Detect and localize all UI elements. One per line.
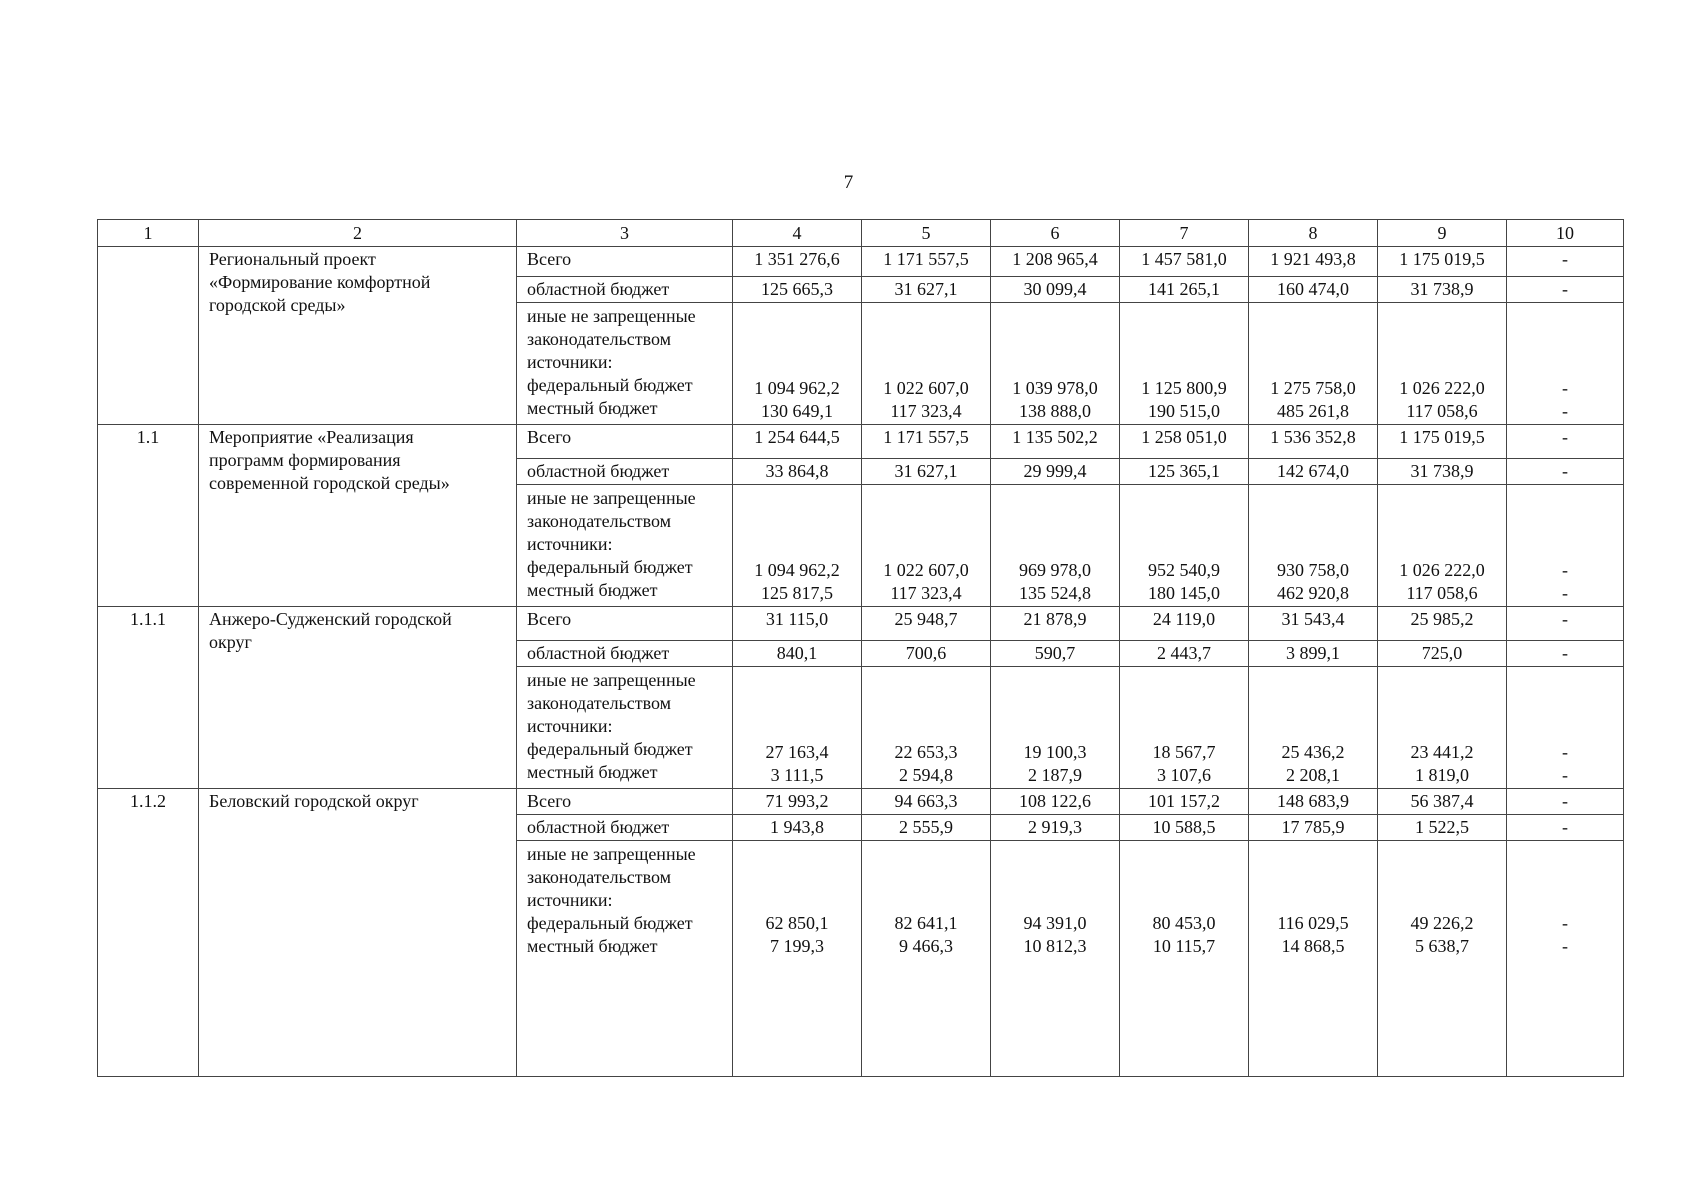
row-label-federal: федеральный бюджет — [527, 557, 693, 577]
cell-value-pair — [991, 485, 1120, 607]
cell-value: 31 738,9 — [1378, 459, 1507, 485]
cell-value: 31 543,4 — [1249, 607, 1378, 641]
federal-value: 1 022 607,0 — [883, 560, 969, 580]
column-number: 8 — [1249, 220, 1378, 247]
cell-value: 2 443,7 — [1120, 641, 1249, 667]
row-name-line: современной городской среды» — [209, 473, 450, 493]
local-value: 2 187,9 — [1028, 765, 1082, 785]
cell-value-pair — [1120, 667, 1249, 789]
federal-value: 1 039 978,0 — [1012, 378, 1098, 398]
local-value: 10 812,3 — [1023, 936, 1087, 956]
other-sources-line: законодательством — [527, 511, 672, 531]
local-value: 485 261,8 — [1277, 401, 1349, 421]
row-name — [199, 425, 517, 607]
row-name-line: округ — [209, 632, 252, 652]
row-label-regional: областной бюджет — [517, 459, 733, 485]
row-label-other-sources — [517, 841, 733, 1077]
row-id: 1.1.2 — [98, 789, 199, 1077]
cell-value: 1 943,8 — [733, 815, 862, 841]
cell-value-pair — [1507, 841, 1624, 1077]
cell-value-pair — [1249, 841, 1378, 1077]
row-label-total: Всего — [517, 425, 733, 459]
cell-value: - — [1507, 425, 1624, 459]
cell-value: 142 674,0 — [1249, 459, 1378, 485]
cell-value: 1 921 493,8 — [1249, 247, 1378, 277]
budget-table — [97, 219, 1624, 1077]
column-number: 2 — [199, 220, 517, 247]
local-value: 2 208,1 — [1286, 765, 1340, 785]
row-id: 1.1.1 — [98, 607, 199, 789]
row-label-local: местный бюджет — [527, 580, 658, 600]
row-name-line: программ формирования — [209, 450, 401, 470]
cell-value: 125 665,3 — [733, 277, 862, 303]
cell-value: 1 536 352,8 — [1249, 425, 1378, 459]
row-name-line: Мероприятие «Реализация — [209, 427, 414, 447]
row-label-total: Всего — [517, 789, 733, 815]
local-value: 130 649,1 — [761, 401, 833, 421]
table-row — [98, 607, 1624, 641]
cell-value: 141 265,1 — [1120, 277, 1249, 303]
local-value: 117 058,6 — [1406, 401, 1478, 421]
row-label-federal: федеральный бюджет — [527, 913, 693, 933]
other-sources-line: иные не запрещенные — [527, 670, 696, 690]
other-sources-line: источники: — [527, 716, 613, 736]
cell-value: 108 122,6 — [991, 789, 1120, 815]
cell-value: 2 555,9 — [862, 815, 991, 841]
column-number: 7 — [1120, 220, 1249, 247]
local-value: - — [1562, 765, 1568, 785]
other-sources-line: иные не запрещенные — [527, 844, 696, 864]
other-sources-line: иные не запрещенные — [527, 488, 696, 508]
federal-value: 1 026 222,0 — [1399, 378, 1485, 398]
cell-value-pair — [1120, 485, 1249, 607]
cell-value-pair — [991, 841, 1120, 1077]
cell-value: - — [1507, 815, 1624, 841]
federal-value: 19 100,3 — [1023, 742, 1087, 762]
cell-value-pair — [1120, 303, 1249, 425]
cell-value: 71 993,2 — [733, 789, 862, 815]
cell-value-pair — [1507, 667, 1624, 789]
local-value: - — [1562, 583, 1568, 603]
local-value: 462 920,8 — [1277, 583, 1349, 603]
cell-value: - — [1507, 277, 1624, 303]
federal-value: 952 540,9 — [1148, 560, 1220, 580]
cell-value: 1 208 965,4 — [991, 247, 1120, 277]
cell-value-pair — [1378, 667, 1507, 789]
row-name — [199, 247, 517, 425]
federal-value: 1 094 962,2 — [754, 560, 840, 580]
row-name-line: городской среды» — [209, 295, 346, 315]
federal-value: - — [1562, 913, 1568, 933]
federal-value: 1 125 800,9 — [1141, 378, 1227, 398]
local-value: 5 638,7 — [1415, 936, 1469, 956]
local-value: 125 817,5 — [761, 583, 833, 603]
cell-value: 840,1 — [733, 641, 862, 667]
federal-value: 18 567,7 — [1152, 742, 1216, 762]
federal-value: 82 641,1 — [894, 913, 958, 933]
cell-value-pair — [1507, 485, 1624, 607]
federal-value: 116 029,5 — [1277, 913, 1349, 933]
row-label-local: местный бюджет — [527, 936, 658, 956]
local-value: 180 145,0 — [1148, 583, 1220, 603]
table-header-row — [98, 220, 1624, 247]
federal-value: 1 275 758,0 — [1270, 378, 1356, 398]
cell-value-pair — [991, 303, 1120, 425]
row-label-federal: федеральный бюджет — [527, 739, 693, 759]
other-sources-line: источники: — [527, 352, 613, 372]
local-value: 1 819,0 — [1415, 765, 1469, 785]
local-value: 3 107,6 — [1157, 765, 1211, 785]
cell-value: 1 171 557,5 — [862, 425, 991, 459]
cell-value-pair — [1120, 841, 1249, 1077]
federal-value: - — [1562, 560, 1568, 580]
column-number: 10 — [1507, 220, 1624, 247]
cell-value: 29 999,4 — [991, 459, 1120, 485]
other-sources-line: источники: — [527, 534, 613, 554]
cell-value: 1 457 581,0 — [1120, 247, 1249, 277]
cell-value: 1 254 644,5 — [733, 425, 862, 459]
cell-value-pair — [1378, 841, 1507, 1077]
federal-value: 25 436,2 — [1281, 742, 1345, 762]
row-label-other-sources — [517, 667, 733, 789]
cell-value: 25 948,7 — [862, 607, 991, 641]
table-row — [98, 247, 1624, 277]
other-sources-line: источники: — [527, 890, 613, 910]
table-row — [98, 425, 1624, 459]
cell-value: 94 663,3 — [862, 789, 991, 815]
row-label-total: Всего — [517, 247, 733, 277]
cell-value: 31 115,0 — [733, 607, 862, 641]
row-id — [98, 247, 199, 425]
federal-value: - — [1562, 378, 1568, 398]
cell-value: 1 175 019,5 — [1378, 247, 1507, 277]
cell-value-pair — [1249, 303, 1378, 425]
federal-value: 1 026 222,0 — [1399, 560, 1485, 580]
row-id: 1.1 — [98, 425, 199, 607]
cell-value-pair — [862, 485, 991, 607]
cell-value-pair — [1378, 485, 1507, 607]
row-name-line: Региональный проект — [209, 249, 376, 269]
local-value: 117 058,6 — [1406, 583, 1478, 603]
federal-value: 1 094 962,2 — [754, 378, 840, 398]
column-number: 5 — [862, 220, 991, 247]
column-number: 6 — [991, 220, 1120, 247]
page-number: 7 — [843, 172, 854, 193]
table-row — [98, 789, 1624, 815]
row-label-other-sources — [517, 303, 733, 425]
cell-value-pair — [862, 841, 991, 1077]
cell-value: 590,7 — [991, 641, 1120, 667]
cell-value: 725,0 — [1378, 641, 1507, 667]
other-sources-line: законодательством — [527, 693, 672, 713]
cell-value: - — [1507, 247, 1624, 277]
cell-value: - — [1507, 641, 1624, 667]
cell-value: 56 387,4 — [1378, 789, 1507, 815]
cell-value: 1 175 019,5 — [1378, 425, 1507, 459]
local-value: 9 466,3 — [899, 936, 953, 956]
row-label-local: местный бюджет — [527, 762, 658, 782]
federal-value: - — [1562, 742, 1568, 762]
cell-value-pair — [733, 303, 862, 425]
other-sources-line: законодательством — [527, 329, 672, 349]
cell-value-pair — [1249, 485, 1378, 607]
row-label-federal: федеральный бюджет — [527, 375, 693, 395]
cell-value: - — [1507, 607, 1624, 641]
federal-value: 969 978,0 — [1019, 560, 1091, 580]
cell-value-pair — [1378, 303, 1507, 425]
local-value: - — [1562, 401, 1568, 421]
cell-value-pair — [1249, 667, 1378, 789]
cell-value: 3 899,1 — [1249, 641, 1378, 667]
local-value: 14 868,5 — [1281, 936, 1345, 956]
cell-value: 1 258 051,0 — [1120, 425, 1249, 459]
cell-value: 1 135 502,2 — [991, 425, 1120, 459]
cell-value: 10 588,5 — [1120, 815, 1249, 841]
cell-value: 700,6 — [862, 641, 991, 667]
cell-value: - — [1507, 789, 1624, 815]
local-value: 7 199,3 — [770, 936, 824, 956]
cell-value: 33 864,8 — [733, 459, 862, 485]
cell-value: 2 919,3 — [991, 815, 1120, 841]
row-label-regional: областной бюджет — [517, 277, 733, 303]
column-number: 3 — [517, 220, 733, 247]
federal-value: 930 758,0 — [1277, 560, 1349, 580]
local-value: 135 524,8 — [1019, 583, 1091, 603]
federal-value: 22 653,3 — [894, 742, 958, 762]
cell-value-pair — [862, 667, 991, 789]
local-value: 117 323,4 — [890, 583, 962, 603]
row-name — [199, 607, 517, 789]
other-sources-line: законодательством — [527, 867, 672, 887]
federal-value: 94 391,0 — [1023, 913, 1087, 933]
cell-value: 24 119,0 — [1120, 607, 1249, 641]
cell-value-pair — [733, 841, 862, 1077]
cell-value: 31 627,1 — [862, 277, 991, 303]
row-name-line: Анжеро-Судженский городской — [209, 609, 452, 629]
local-value: 10 115,7 — [1152, 936, 1216, 956]
column-number: 4 — [733, 220, 862, 247]
other-sources-line: иные не запрещенные — [527, 306, 696, 326]
federal-value: 23 441,2 — [1410, 742, 1474, 762]
row-name-line: «Формирование комфортной — [209, 272, 431, 292]
cell-value: 31 738,9 — [1378, 277, 1507, 303]
cell-value: 30 099,4 — [991, 277, 1120, 303]
local-value: 138 888,0 — [1019, 401, 1091, 421]
cell-value-pair — [1507, 303, 1624, 425]
cell-value: 125 365,1 — [1120, 459, 1249, 485]
local-value: - — [1562, 936, 1568, 956]
cell-value-pair — [733, 667, 862, 789]
column-number: 9 — [1378, 220, 1507, 247]
row-label-regional: областной бюджет — [517, 815, 733, 841]
cell-value: 1 522,5 — [1378, 815, 1507, 841]
federal-value: 80 453,0 — [1152, 913, 1216, 933]
row-name-line: Беловский городской округ — [209, 791, 419, 811]
cell-value: 17 785,9 — [1249, 815, 1378, 841]
row-label-local: местный бюджет — [527, 398, 658, 418]
row-name — [199, 789, 517, 1077]
cell-value-pair — [862, 303, 991, 425]
federal-value: 62 850,1 — [765, 913, 829, 933]
cell-value: 1 171 557,5 — [862, 247, 991, 277]
cell-value-pair — [733, 485, 862, 607]
cell-value: 148 683,9 — [1249, 789, 1378, 815]
column-number: 1 — [98, 220, 199, 247]
federal-value: 49 226,2 — [1410, 913, 1474, 933]
cell-value: 160 474,0 — [1249, 277, 1378, 303]
cell-value: 21 878,9 — [991, 607, 1120, 641]
local-value: 190 515,0 — [1148, 401, 1220, 421]
cell-value-pair — [991, 667, 1120, 789]
cell-value: 1 351 276,6 — [733, 247, 862, 277]
cell-value: 25 985,2 — [1378, 607, 1507, 641]
local-value: 2 594,8 — [899, 765, 953, 785]
federal-value: 27 163,4 — [765, 742, 829, 762]
row-label-total: Всего — [517, 607, 733, 641]
local-value: 117 323,4 — [890, 401, 962, 421]
cell-value: 31 627,1 — [862, 459, 991, 485]
row-label-other-sources — [517, 485, 733, 607]
local-value: 3 111,5 — [770, 765, 824, 785]
cell-value: 101 157,2 — [1120, 789, 1249, 815]
federal-value: 1 022 607,0 — [883, 378, 969, 398]
cell-value: - — [1507, 459, 1624, 485]
row-label-regional: областной бюджет — [517, 641, 733, 667]
